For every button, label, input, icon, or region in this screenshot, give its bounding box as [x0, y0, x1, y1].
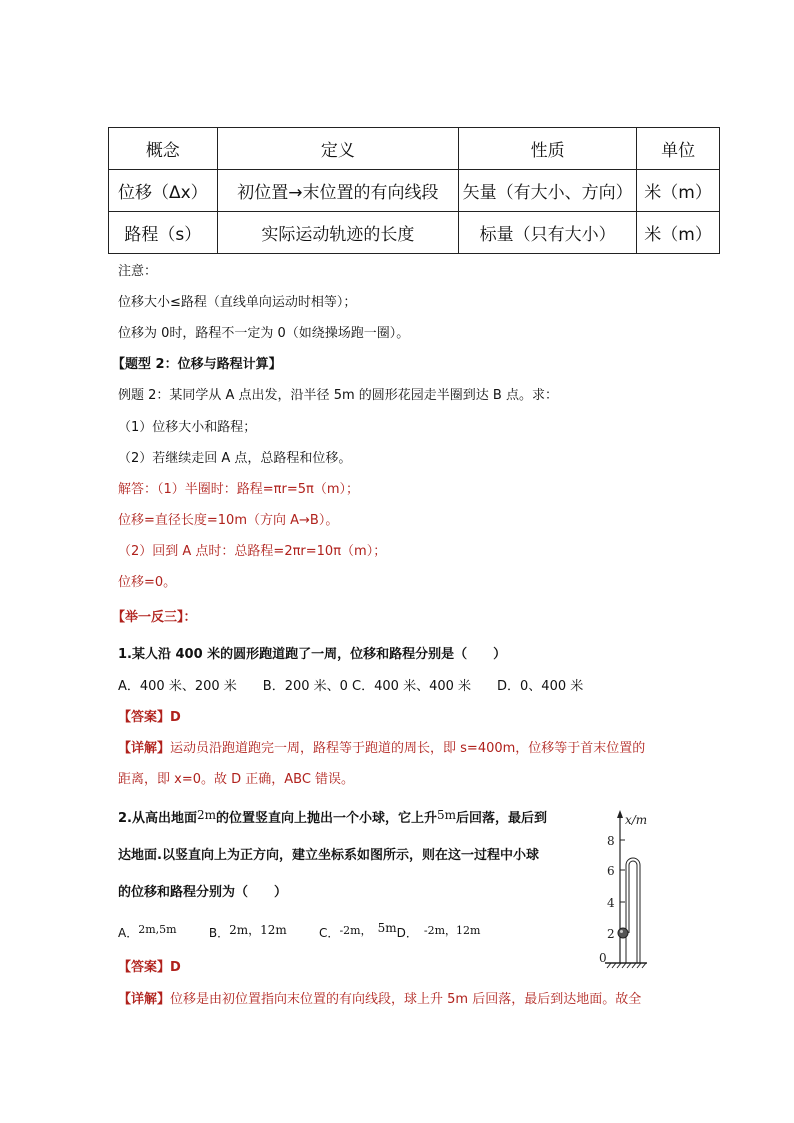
- answer-tag: 【答案】: [118, 960, 171, 975]
- answer-value: D: [170, 960, 181, 975]
- notes-title: 注意：: [118, 264, 158, 279]
- option-c-value-2: 5m: [377, 921, 397, 935]
- example-question: （2）若继续走回 A 点，总路程和位移。: [118, 451, 352, 466]
- question-2-line: 的位移和路程分别为（ ）: [118, 885, 288, 900]
- trajectory-tube: [626, 858, 640, 963]
- table-cell: 初位置→末位置的有向线段: [217, 170, 459, 212]
- section-heading: 【题型 2：位移与路程计算】: [112, 357, 282, 372]
- trajectory-path: [629, 861, 637, 963]
- answer-line: （2）回到 A 点时：总路程=2πr=10π（m）；: [118, 544, 387, 559]
- table-row: [109, 170, 720, 212]
- stem-text: 的位置竖直向上抛出一个小球，它上升: [216, 811, 438, 826]
- stem-text: 后回落，最后到: [456, 811, 548, 826]
- tick-label: 8: [607, 834, 615, 848]
- question-1-stem: 1.某人沿 400 米的圆形跑道跑了一周，位移和路程分别是（ ）: [118, 647, 507, 662]
- option-d-label: D．: [396, 926, 418, 940]
- option-a-label: A．: [118, 926, 139, 940]
- answer-row: [118, 960, 181, 976]
- detail-tag: 【详解】: [118, 992, 171, 1007]
- table-cell: 路程（s）: [109, 212, 218, 254]
- answer-tag: 【答案】: [118, 710, 171, 725]
- stem-text: 2.从高出地面: [118, 811, 197, 826]
- answer-line: 解答：（1）半圈时：路程=πr=5π（m）；: [118, 482, 359, 497]
- table-header-cell: 定义: [217, 128, 459, 170]
- detail-text: 距离，即 x=0。故 D 正确，ABC 错误。: [118, 772, 355, 787]
- option-c-value: -2m，: [339, 924, 372, 937]
- table-cell: 米（m）: [637, 170, 720, 212]
- concept-table: [108, 127, 720, 254]
- table-cell: 标量（只有大小）: [459, 212, 637, 254]
- tick-label: 4: [607, 896, 615, 910]
- detail-text: 运动员沿跑道跑完一周，路程等于跑道的周长，即 s=400m，位移等于首末位置的: [170, 741, 646, 756]
- table-header-cell: 性质: [459, 128, 637, 170]
- table-header-cell: 概念: [109, 128, 218, 170]
- example-text: 例题 2：某同学从 A 点出发，沿半径 5m 的圆形花园走半圈到达 B 点。求：: [118, 388, 558, 403]
- answer-line: 位移=直径长度=10m（方向 A→B）。: [118, 513, 339, 528]
- coordinate-figure: [585, 808, 695, 973]
- table-cell: 位移（Δx）: [109, 170, 218, 212]
- question-1-options: A．400 米、200 米 B．200 米、0 C．400 米、400 米 D．0、400 米: [118, 679, 584, 694]
- option-a-value: 2m,5m: [138, 923, 177, 936]
- notes-line: 位移为 0时，路程不一定为 0（如绕操场跑一圈）。: [118, 326, 410, 341]
- stem-value: 5m: [437, 808, 457, 822]
- question-2-options: [118, 921, 481, 942]
- tick-label: 6: [607, 864, 615, 878]
- ball: [618, 928, 628, 938]
- table-cell: 实际运动轨迹的长度: [217, 212, 459, 254]
- practice-heading: 【举一反三】：: [112, 610, 197, 625]
- axis-arrow-icon: [617, 810, 623, 818]
- answer-value: D: [170, 710, 181, 725]
- option-b-label: B．: [208, 926, 230, 940]
- ball-highlight: [620, 930, 623, 933]
- stem-value: 2m: [196, 808, 216, 822]
- table-row: [109, 212, 720, 254]
- notes-line: 位移大小≤路程（直线单向运动时相等）；: [118, 295, 357, 310]
- option-c-label: C．: [319, 926, 340, 940]
- answer-line: 位移=0。: [118, 575, 177, 590]
- axis-label: x/m: [625, 813, 648, 827]
- answer-row: [118, 710, 181, 726]
- detail-tag: 【详解】: [118, 741, 171, 756]
- detail-text: 位移是由初位置指向末位置的有向线段，球上升 5m 后回落，最后到达地面。故全: [170, 992, 642, 1007]
- option-b-value: 2m，12m: [229, 923, 287, 937]
- tick-label: 2: [607, 927, 615, 941]
- table-header-row: [109, 128, 720, 170]
- tick-label: 0: [599, 951, 607, 965]
- question-2-line: 达地面.以竖直向上为正方向，建立坐标系如图所示，则在这一过程中小球: [118, 848, 539, 863]
- table-cell: 米（m）: [637, 212, 720, 254]
- detail-row: [118, 741, 645, 757]
- question-2-stem: [118, 810, 547, 827]
- detail-row: [118, 992, 641, 1008]
- table-header-cell: 单位: [637, 128, 720, 170]
- example-question: （1）位移大小和路程；: [118, 420, 257, 435]
- table-cell: 矢量（有大小、方向）: [459, 170, 637, 212]
- option-d-value: -2m，12m: [423, 924, 481, 937]
